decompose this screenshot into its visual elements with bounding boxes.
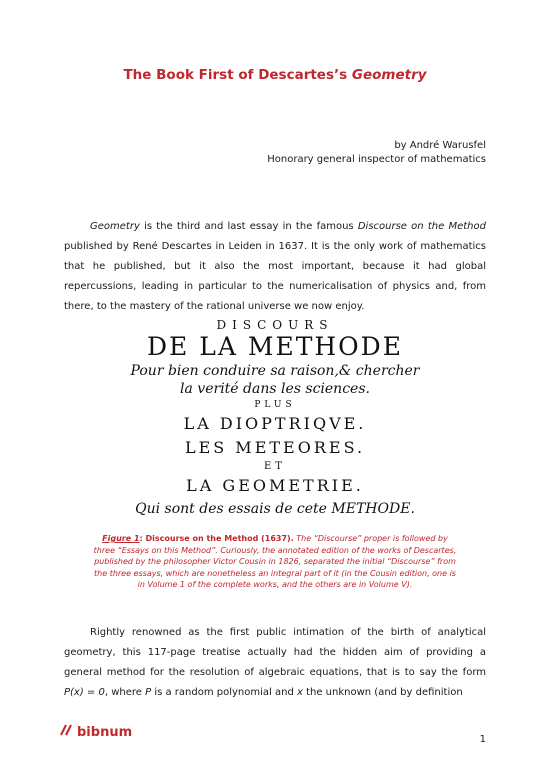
title-italic: Geometry [351,67,427,83]
logo-text: bibnum [77,724,133,740]
tp-line-2: DE LA METHODE [147,332,403,361]
title-page-image [130,318,420,520]
document-title [0,67,550,83]
p2-text-c: , where [104,687,146,698]
caption-colon: : [139,534,146,543]
tp-line-7: LES METEORES. [184,438,366,457]
p2-italic-f: x [296,687,303,698]
tp-line-6: LA DIOPTRIQVE. [183,414,367,433]
p1-text-c: published by René Descartes in Leiden in 1637. It is the only work of mathematics that he published, but it also the most important, because it had global repercussions, leading in particular to the numericalisation of physics and, from there, to the mastery of the rational universe we now enjoy. [64,241,486,312]
tp-line-5: PLUS [254,400,296,410]
p2-text-e: is a random polynomial and [151,687,297,698]
figure-label: Figure 1 [102,534,140,543]
tp-line-9: LA GEOMETRIE. [186,476,364,495]
intro-paragraph [64,217,486,317]
tp-line-8: ET [264,461,286,472]
second-paragraph [64,623,486,703]
p1-text-a: is the third and last essay in the famous [139,221,358,232]
caption-bold-year: (1637). [261,534,294,543]
p1-italic-b: Discourse on the Method [357,221,486,232]
tp-line-3: Pour bien conduire sa raison,& chercher [130,363,420,379]
page-number: 1 [479,734,486,745]
tp-line-10: Qui sont des essais de cete METHODE. [135,501,415,517]
author-byline: by André Warusfel [394,140,486,151]
caption-text: The “Discourse” proper is followed by three “Essays on this Method”. Curiously, the annotated edition of the works of Descartes, published by the philosopher Victor Cousin in 1826, separated the initial “Discourse” from the three essays, which are nonetheless an integral part of it (in the Cousin edition, one is in Volume 1 of the complete works, and the others are in Volume V). [93,534,457,589]
p2-text-a: Rightly renowned as the first public intimation of the birth of analytical geometry, this 117-page treatise actually had the hidden aim of providing a general method for the resolution of algebraic equations, that is to say the form [64,627,486,678]
title-main: The Book First of Descartes’s [123,67,352,83]
tp-line-1: DISCOURS [216,318,334,332]
bibnum-logo [60,724,132,740]
p1-lead-italic: Geometry [90,221,140,232]
slash-logo-icon [60,724,74,740]
author-block [267,139,486,167]
tp-line-4: la verité dans les sciences. [180,381,370,397]
figure-caption [92,533,458,591]
p2-italic-b: P(x) = 0 [64,687,105,698]
author-role: Honorary general inspector of mathematics [267,154,486,165]
p2-text-g: the unknown (and by definition [302,687,463,698]
caption-bold-title: Discourse on the Method [145,534,262,543]
p2-italic-d: P [145,687,152,698]
